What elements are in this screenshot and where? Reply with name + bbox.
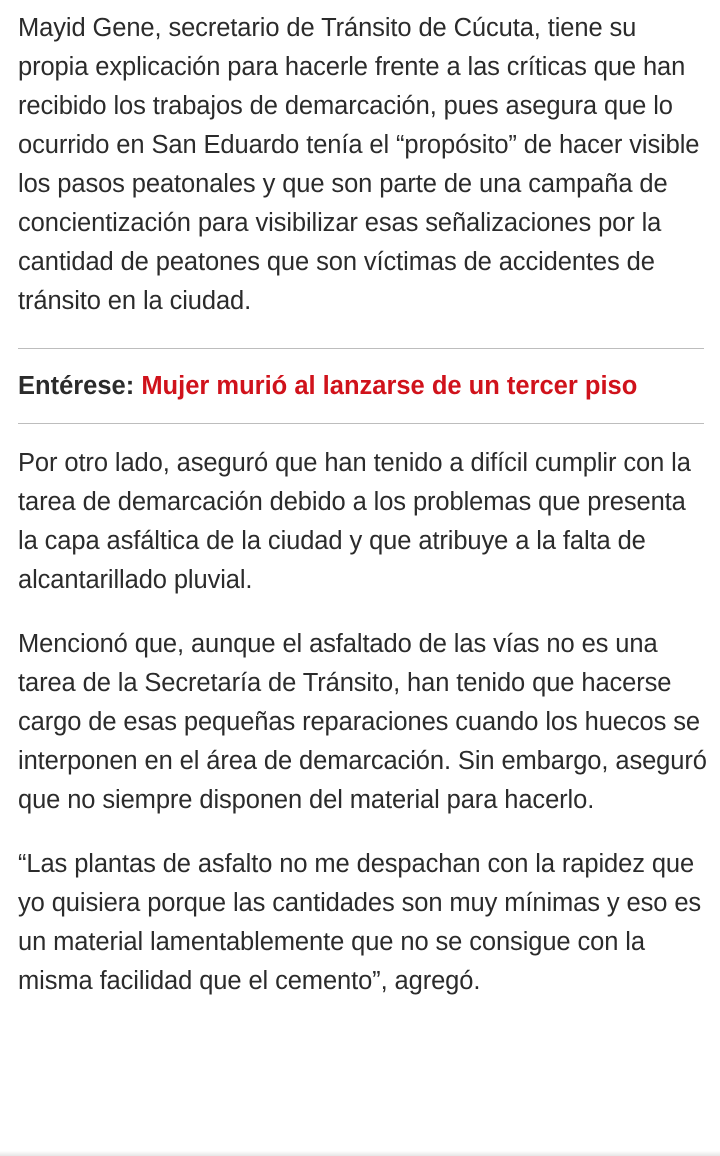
article-paragraph-1: Mayid Gene, secretario de Tránsito de Cúcuta, tiene su propia explicación para hacerle frente a las críticas que han recibido los trabajos de demarcación, pues asegura que lo ocurrido en San Eduardo tenía el “propósito” de hacer visible los pasos peatonales y que son parte de una campaña de concientización para visibilizar esas señalizaciones por la cantidad de peatones que son víctimas de accidentes de tránsito en la ciudad. <box>18 14 700 315</box>
article-paragraph-2: Por otro lado, aseguró que han tenido a difícil cumplir con la tarea de demarcación debido a los problemas que presenta la capa asfáltica de la ciudad y que atribuye a la falta de alcantarillado pluvial. <box>18 449 691 594</box>
article-paragraph-4: “Las plantas de asfalto no me despachan con la rapidez que yo quisiera porque las cantidades son muy mínimas y eso es un material lamentablemente que no se consigue con la misma facilidad que el cemento”, agregó. <box>18 850 702 995</box>
related-article-link[interactable]: Mujer murió al lanzarse de un tercer piso <box>141 372 638 400</box>
article-paragraph-3: Mencionó que, aunque el asfaltado de las vías no es una tarea de la Secretaría de Tránsito, han tenido que hacerse cargo de esas pequeñas reparaciones cuando los huecos se interponen en el área de demarcación. Sin embargo, aseguró que no siempre disponen del material para hacerlo. <box>18 630 707 814</box>
divider-bottom <box>18 423 704 424</box>
related-article <box>18 349 708 423</box>
related-label: Entérese: <box>18 372 142 400</box>
article-body <box>18 0 708 1001</box>
bottom-edge-shadow <box>0 1151 720 1156</box>
